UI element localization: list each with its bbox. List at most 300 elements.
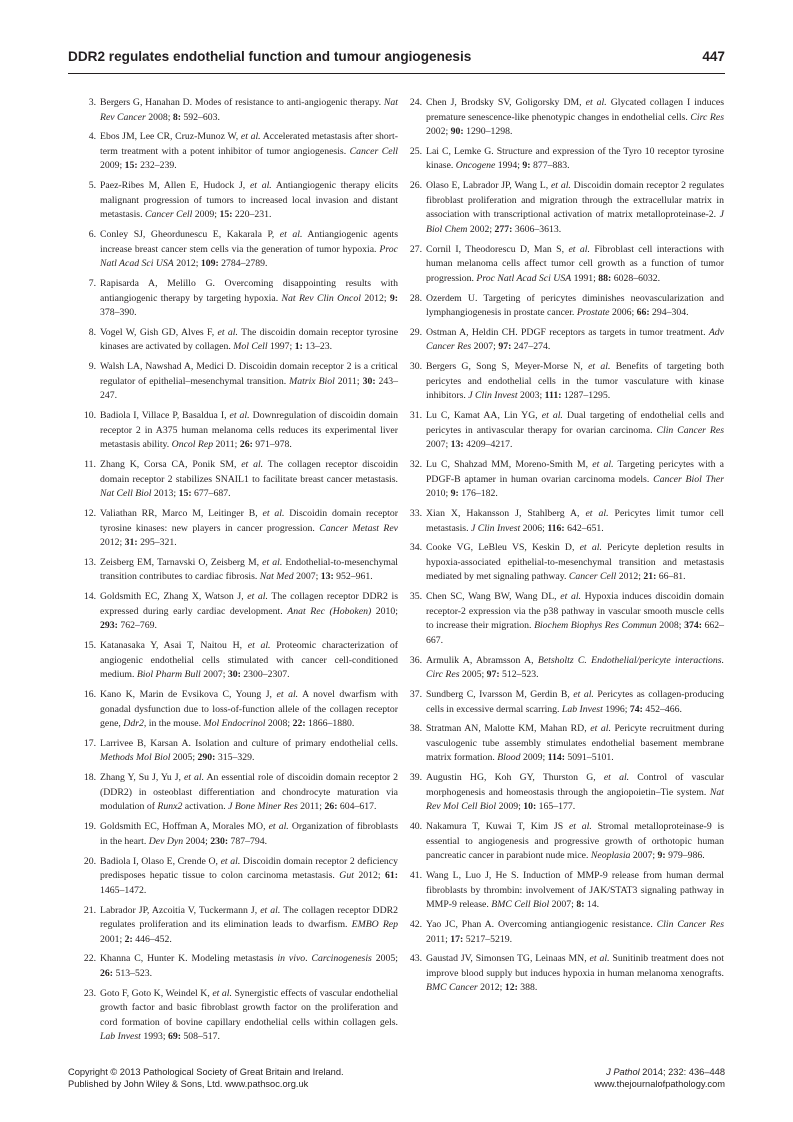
reference-body xyxy=(100,327,398,353)
reference-et-al: et al. xyxy=(592,459,614,471)
reference-body xyxy=(100,772,398,812)
reference-authors: Wang L, Luo J, He S. Induction of MMP-9 release from human dermal fibroblasts by thrombin: involvement of JAK/STAT3 signaling pathway in MMP-9 release. xyxy=(426,870,724,911)
reference-title: Pericytes as collagen-producing cells in excessive dermal scarring. xyxy=(426,689,725,715)
reference-year: 1996; xyxy=(605,703,628,715)
reference-authors: Cooke VG, LeBleu VS, Keskin D, xyxy=(426,542,575,554)
reference-item xyxy=(406,326,724,355)
reference-number: 28. xyxy=(409,292,422,304)
reference-item xyxy=(80,737,398,766)
reference-journal: Cancer Biol Ther xyxy=(653,473,725,485)
reference-pages: 294–304. xyxy=(652,307,689,319)
reference-item xyxy=(80,556,398,585)
reference-item xyxy=(406,507,724,536)
reference-volume: 26: xyxy=(100,967,113,979)
reference-authors: Gaustad JV, Simonsen TG, Leinaas MN, xyxy=(426,953,587,965)
reference-item xyxy=(406,360,724,404)
reference-journal: Mol Endocrinol xyxy=(203,718,266,730)
reference-body xyxy=(100,459,398,499)
reference-number: 39. xyxy=(409,772,422,784)
reference-year: 2007; xyxy=(426,439,449,451)
reference-title: The collagen receptor discoidin domain receptor 2 stabilizes SNAIL1 to facilitate breast cancer metastasis. xyxy=(100,459,399,485)
reference-et-al: et al. xyxy=(183,772,205,784)
reference-body xyxy=(426,459,724,499)
reference-year: 2012; xyxy=(176,258,199,270)
reference-et-al: et al. xyxy=(588,361,611,373)
reference-volume: 30: xyxy=(227,669,241,681)
reference-et-al: et al. xyxy=(579,542,602,554)
reference-journal: J Clin Invest xyxy=(470,522,521,534)
reference-et-al: et al. xyxy=(589,953,610,965)
reference-authors: Goto F, Goto K, Weindel K, xyxy=(100,987,210,999)
reference-pages: 1287–1295. xyxy=(563,390,611,402)
reference-pages: 13–23. xyxy=(305,341,333,353)
reference-body xyxy=(100,689,398,729)
reference-year: 1997; xyxy=(270,341,293,353)
reference-pages: 378–390. xyxy=(100,307,137,319)
reference-title: Fibroblast cell interactions with human melanoma cells affect tumor cell growth as a function of tumor progression. xyxy=(426,243,725,284)
reference-journal: Gut xyxy=(339,870,354,882)
reference-pages: 247–274. xyxy=(513,341,551,353)
reference-volume: 12: xyxy=(504,982,518,994)
reference-pages: 1290–1298. xyxy=(466,126,513,137)
footer-citation: 2014; 232: 436–448 xyxy=(642,1067,725,1077)
reference-et-al: et al. xyxy=(247,591,268,603)
reference-year: 2007; xyxy=(473,341,496,353)
reference-pages: 165–177. xyxy=(538,801,576,813)
reference-journal: EMBO Rep xyxy=(351,919,398,931)
reference-et-al: et al. xyxy=(262,508,285,520)
reference-authors: Yao JC, Phan A. Overcoming antiangiogenic resistance. xyxy=(426,919,653,931)
reference-body xyxy=(426,410,724,450)
reference-body xyxy=(426,772,724,812)
reference-authors: Walsh LA, Nawshad A, Medici D. Discoidin domain receptor 2 is a critical regulator of epithelial–mesenchymal transition. xyxy=(100,361,398,387)
reference-item xyxy=(80,639,398,683)
reference-number: 37. xyxy=(409,689,422,701)
reference-pages: 1465–1472. xyxy=(100,884,147,896)
reference-body xyxy=(426,146,724,172)
reference-journal: Matrix Biol xyxy=(289,375,335,387)
reference-number: 41. xyxy=(409,870,422,882)
reference-title: Discoidin domain receptor 2 regulates fibroblast proliferation and migration through the extracellular matrix in association with transcriptional activation of matrix metalloproteinase-2. xyxy=(426,180,725,221)
reference-journal: Dev Dyn xyxy=(148,835,184,847)
reference-authors: Paez-Ribes M, Allen E, Hudock J, xyxy=(100,180,246,192)
reference-authors: Stratman AN, Malotte KM, Mahan RD, xyxy=(426,723,587,735)
reference-pages: 295–321. xyxy=(140,537,177,549)
reference-item xyxy=(406,96,724,140)
reference-authors: Sundberg C, Ivarsson M, Gerdin B, xyxy=(426,689,570,701)
reference-authors: Ozerdem U. Targeting of pericytes diminishes neovascularization and lymphangiogenesis in prostate cancer. xyxy=(426,292,724,319)
reference-et-al: et al. xyxy=(568,821,592,833)
reference-title: Pericytes limit tumor cell metastasis. xyxy=(426,508,724,534)
reference-et-al: et al. xyxy=(262,556,283,568)
reference-pages: 220–231. xyxy=(234,209,272,221)
reference-body xyxy=(100,278,398,318)
reference-pages: 176–182. xyxy=(461,488,498,500)
reference-number: 31. xyxy=(409,410,422,422)
reference-et-al: et al. xyxy=(276,689,299,701)
reference-authors: Bergers G, Hanahan D. Modes of resistance to anti-angiogenic therapy. xyxy=(100,97,382,108)
reference-item xyxy=(406,458,724,502)
reference-journal: Biol Pharm Bull xyxy=(136,669,201,681)
reference-number: 13. xyxy=(83,556,96,568)
reference-body xyxy=(426,919,724,945)
reference-body xyxy=(100,180,398,220)
reference-authors: Augustin HG, Koh GY, Thurston G, xyxy=(426,772,596,784)
reference-title: Targeting pericytes with a PDGF-B aptamer in human ovarian carcinoma models. xyxy=(426,459,724,485)
reference-authors: Olaso E, Labrador JP, Wang L, xyxy=(426,180,549,192)
reference-volume: 15: xyxy=(178,488,192,500)
reference-authors: Zhang K, Corsa CA, Ponik SM, xyxy=(100,459,237,471)
reference-body xyxy=(426,821,724,861)
reference-body xyxy=(426,655,724,681)
reference-volume: 374: xyxy=(684,620,702,632)
reference-pages: 4209–4217. xyxy=(466,439,513,451)
reference-number: 10. xyxy=(83,410,96,422)
reference-authors: Lai C, Lemke G. Structure and expression of the Tyro 10 receptor tyrosine kinase. xyxy=(426,145,724,172)
reference-et-al: et al. xyxy=(568,243,590,255)
reference-year: 2005; xyxy=(375,953,399,965)
reference-year: 2010; xyxy=(375,605,399,617)
reference-authors: Lu C, Shahzad MM, Moreno-Smith M, xyxy=(426,459,589,471)
reference-year: 2005; xyxy=(172,752,196,764)
footer-website: www.thejournalofpathology.com xyxy=(594,1079,725,1090)
reference-number: 40. xyxy=(409,821,422,833)
reference-pages: 446–452. xyxy=(135,933,172,945)
reference-volume: 61: xyxy=(385,870,398,882)
reference-journal: Clin Cancer Res xyxy=(656,424,724,436)
footer-left xyxy=(68,1066,344,1091)
reference-pages: 513–523. xyxy=(115,967,152,979)
reference-pages: 592–603. xyxy=(183,111,220,123)
reference-journal: Lab Invest xyxy=(561,703,603,715)
reference-title: Organization of fibroblasts in the heart. xyxy=(100,821,398,847)
reference-pages: 604–617. xyxy=(339,801,377,813)
reference-year: 2008; xyxy=(148,111,171,123)
reference-title: Stromal metalloproteinase-9 is essential to angiogenesis and progressive growth of orthotopic human pancreatic cancer in parabiont nude mice. xyxy=(426,821,725,862)
reference-item xyxy=(80,130,398,174)
reference-item xyxy=(80,179,398,223)
reference-body xyxy=(426,508,724,534)
reference-volume: 8: xyxy=(172,111,181,123)
reference-et-al: et al. xyxy=(217,326,238,338)
reference-journal: Cancer Metast Rev xyxy=(319,522,399,534)
reference-authors: Badiola I, Villace P, Basaldua I, xyxy=(100,410,227,422)
reference-volume: 13: xyxy=(450,439,464,451)
header-rule xyxy=(68,73,725,74)
reference-number: 36. xyxy=(409,654,422,666)
reference-number: 38. xyxy=(409,723,422,735)
reference-title: Downregulation of discoidin domain receptor 2 in A375 human melanoma cells reduces its experimental liver metastasis ability. xyxy=(100,410,399,451)
reference-title: An essential role of discoidin domain receptor 2 (DDR2) in osteoblast differentiation and chondrocyte maturation via modulation of xyxy=(100,772,399,813)
reference-number: 3. xyxy=(88,97,96,108)
reference-title: Discoidin domain receptor tyrosine kinases: new players in cancer progression. xyxy=(100,508,398,534)
reference-pages: 388. xyxy=(520,982,538,994)
reference-title: Benefits of targeting both pericytes and endothelial cells in the tumor vasculature with kinase inhibitors. xyxy=(426,361,724,402)
reference-year: 2011; xyxy=(426,933,448,945)
reference-number: 43. xyxy=(409,953,422,965)
reference-body xyxy=(426,870,724,910)
footer-journal: J Pathol xyxy=(606,1067,640,1077)
reference-authors: Vogel W, Gish GD, Alves F, xyxy=(100,326,215,338)
reference-authors: Katanasaka Y, Asai T, Naitou H, xyxy=(100,640,243,652)
reference-title: Accelerated metastasis after short-term treatment with a potent inhibitor of tumor angiogenesis. xyxy=(100,131,398,157)
reference-item xyxy=(80,277,398,321)
reference-journal: Clin Cancer Res xyxy=(656,919,725,931)
reference-body xyxy=(426,591,724,646)
reference-volume: 9: xyxy=(450,488,459,500)
reference-authors: Valiathan RR, Marco M, Leitinger B, xyxy=(100,508,258,520)
reference-body xyxy=(426,180,724,235)
reference-title: Antiangiogenic therapy elicits malignant progression of tumors to increased local invasion and distant metastasis. xyxy=(100,180,398,221)
reference-item xyxy=(406,688,724,717)
reference-journal: Proc Natl Acad Sci USA xyxy=(476,272,572,284)
reference-year: 2002; xyxy=(426,126,449,137)
reference-volume: 230: xyxy=(210,835,229,847)
reference-title: , in the mouse. xyxy=(143,718,202,730)
reference-item xyxy=(80,688,398,732)
reference-et-al: et al. xyxy=(229,410,250,422)
reference-title: The collagen receptor DDR2 regulates proliferation and its elimination leads to dwarfism. xyxy=(100,904,398,931)
reference-volume: 88: xyxy=(598,272,612,284)
reference-item xyxy=(80,952,398,981)
reference-gene-name: Runx2 xyxy=(157,801,183,813)
reference-item xyxy=(80,771,398,815)
reference-item xyxy=(406,918,724,947)
reference-year: 2002; xyxy=(469,223,493,235)
reference-in-vivo: in vivo xyxy=(277,953,306,965)
reference-title: Synergistic effects of vascular endothelial growth factor and basic fibroblast growth factor on the proliferation and cord formation of bovine capillary endothelial cells within collagen gels. xyxy=(100,987,399,1028)
reference-number: 42. xyxy=(409,919,422,931)
reference-pages: 5217–5219. xyxy=(465,933,513,945)
reference-journal: Cancer Cell xyxy=(349,145,398,157)
reference-item xyxy=(406,179,724,237)
reference-et-al: et al. xyxy=(220,855,241,867)
reference-item xyxy=(406,590,724,648)
reference-volume: 26: xyxy=(324,801,338,813)
reference-year: 2012; xyxy=(100,537,123,549)
reference-title: Pericyte recruitment during vasculogenic tube assembly stimulates endothelial basement membrane matrix formation. xyxy=(426,723,725,764)
reference-authors: Larrivee B, Karsan A. Isolation and culture of primary endothelial cells. xyxy=(100,737,398,749)
reference-volume: 74: xyxy=(629,703,643,715)
reference-number: 11. xyxy=(84,459,96,471)
footer-copyright: Copyright © 2013 Pathological Society of Great Britain and Ireland. xyxy=(68,1067,344,1077)
reference-item xyxy=(80,326,398,355)
reference-year: 2012; xyxy=(480,982,503,994)
reference-year: 1993; xyxy=(143,1031,166,1043)
reference-item xyxy=(80,590,398,634)
reference-number: 15. xyxy=(83,640,96,652)
reference-et-al: et al. xyxy=(550,180,571,192)
reference-journal: Adv Cancer Res xyxy=(426,326,725,353)
reference-body xyxy=(100,905,398,945)
references-column-right xyxy=(406,96,724,1001)
reference-journal: Neoplasia xyxy=(590,850,631,862)
reference-title: The discoidin domain receptor tyrosine kinases are activated by collagen. xyxy=(100,326,399,353)
reference-item xyxy=(80,904,398,948)
reference-body xyxy=(100,229,398,269)
reference-authors: Conley SJ, Gheordunescu E, Kakarala P, xyxy=(100,229,275,241)
reference-item xyxy=(80,96,398,125)
reference-authors: Cornil I, Theodorescu D, Man S, xyxy=(426,243,565,255)
reference-volume: 290: xyxy=(197,752,216,764)
reference-authors: Khanna C, Hunter K. Modeling metastasis xyxy=(100,953,274,965)
reference-authors: Zhang Y, Su J, Yu J, xyxy=(100,772,181,784)
reference-et-al: et al. xyxy=(585,97,607,108)
running-title: DDR2 regulates endothelial function and tumour angiogenesis xyxy=(68,49,472,64)
reference-pages: 642–651. xyxy=(567,522,604,534)
reference-volume: 90: xyxy=(450,126,464,137)
reference-item xyxy=(80,855,398,899)
reference-year: 1991; xyxy=(573,272,596,284)
reference-volume: 22: xyxy=(292,718,306,730)
reference-volume: 15: xyxy=(124,160,138,172)
reference-journal: Blood xyxy=(497,752,521,764)
reference-journal: Carcinogenesis xyxy=(311,953,372,965)
reference-number: 21. xyxy=(83,904,96,916)
reference-title: The collagen receptor DDR2 is expressed during early cardiac development. xyxy=(100,591,398,617)
reference-year: 2012; xyxy=(364,292,387,304)
reference-year: 2001; xyxy=(100,933,123,945)
reference-number: 27. xyxy=(409,243,422,255)
reference-et-al: et al. xyxy=(260,904,281,916)
reference-volume: 293: xyxy=(100,620,118,632)
reference-volume: 2: xyxy=(124,933,133,945)
reference-et-al: et al. xyxy=(268,821,289,833)
reference-journal: Anat Rec (Hoboken) xyxy=(287,605,372,617)
reference-item xyxy=(80,458,398,502)
reference-volume: 9: xyxy=(522,160,531,172)
reference-year: 2011; xyxy=(300,801,322,813)
footer-citation-line xyxy=(594,1066,725,1078)
reference-pages: 877–883. xyxy=(532,160,570,172)
reference-number: 12. xyxy=(83,508,96,520)
reference-number: 32. xyxy=(409,459,422,471)
reference-title: A novel dwarfism with gonadal dysfunction due to loss-of-function allele of the collagen receptor gene, xyxy=(100,689,399,730)
reference-et-al: et al. xyxy=(279,229,303,241)
reference-year: 2007; xyxy=(203,669,226,681)
reference-pages: 2300–2307. xyxy=(243,669,290,681)
page-number: 447 xyxy=(702,49,725,64)
reference-title: Proteomic characterization of angiogenic endothelial cells stimulated with cancer cell-conditioned medium. xyxy=(100,640,399,681)
reference-period: . xyxy=(305,953,308,965)
reference-volume: 114: xyxy=(547,752,565,764)
reference-journal: Biochem Biophys Res Commun xyxy=(534,620,657,632)
reference-number: 25. xyxy=(409,145,422,157)
reference-year: 2007; xyxy=(296,571,319,583)
reference-volume: 17: xyxy=(450,933,464,945)
reference-pages: 508–517. xyxy=(183,1031,220,1043)
reference-authors: Ostman A, Heldin CH. PDGF receptors as targets in tumor treatment. xyxy=(426,326,706,338)
reference-year: 2012; xyxy=(618,571,641,583)
reference-et-al: et al. xyxy=(590,723,611,735)
reference-gene-name: Ddr2 xyxy=(123,718,144,730)
reference-journal: Methods Mol Biol xyxy=(100,752,171,764)
reference-journal: Cancer Cell xyxy=(144,209,193,221)
reference-pages: 5091–5101. xyxy=(567,752,614,764)
reference-year: 2009; xyxy=(522,752,546,764)
reference-body xyxy=(426,244,724,284)
reference-body xyxy=(100,821,398,847)
reference-pages: 2784–2789. xyxy=(221,258,268,270)
reference-number: 8. xyxy=(88,326,96,338)
reference-volume: 9: xyxy=(657,850,666,862)
reference-pages: 512–523. xyxy=(502,669,539,681)
reference-authors: Xian X, Hakansson J, Stahlberg A, xyxy=(426,508,580,520)
reference-number: 34. xyxy=(409,542,422,554)
reference-volume: 69: xyxy=(167,1031,181,1043)
reference-body xyxy=(100,640,398,680)
reference-number: 22. xyxy=(83,953,96,965)
reference-item xyxy=(406,952,724,996)
reference-et-al: et al. xyxy=(241,459,264,471)
reference-year: 2012; xyxy=(358,870,381,882)
reference-authors: Badiola I, Olaso E, Crende O, xyxy=(100,855,218,867)
reference-item xyxy=(406,292,724,321)
reference-body xyxy=(100,361,398,401)
reference-year: 2008; xyxy=(267,718,291,730)
reference-item xyxy=(406,145,724,174)
reference-number: 9. xyxy=(88,361,96,373)
reference-year: 2013; xyxy=(153,488,177,500)
reference-title: Discoidin domain receptor 2 deficiency predisposes hepatic tissue to colon carcinoma metastasis. xyxy=(100,855,399,882)
reference-body xyxy=(100,856,398,896)
reference-item xyxy=(406,541,724,585)
reference-year: 2007; xyxy=(551,899,574,911)
reference-et-al: et al. xyxy=(541,410,563,422)
reference-body xyxy=(100,591,398,631)
reference-et-al: et al. xyxy=(560,591,581,603)
reference-authors: Lu C, Kamat AA, Lin YG, xyxy=(426,410,538,422)
reference-authors: Kano K, Marin de Evsikova C, Young J, xyxy=(100,689,272,701)
reference-authors: Armulik A, Abramsson A, xyxy=(426,654,534,666)
reference-journal: Oncol Rep xyxy=(171,439,214,451)
reference-pages: 1866–1880. xyxy=(308,718,355,730)
reference-authors: Ebos JM, Lee CR, Cruz-Munoz W, xyxy=(100,131,239,143)
reference-authors: Rapisarda A, Melillo G. Overcoming disappointing results with antiangiogenic therapy by targeting hypoxia. xyxy=(100,278,398,304)
reference-body xyxy=(100,988,398,1043)
reference-volume: 116: xyxy=(547,522,565,534)
reference-title: Endothelial-to-mesenchymal transition contributes to cardiac fibrosis. xyxy=(100,556,399,583)
reference-body xyxy=(426,97,724,137)
reference-item xyxy=(406,722,724,766)
reference-journal: BMC Cancer xyxy=(426,982,478,994)
reference-title: Glycated collagen I induces premature senescence-like phenotypic changes in endothelial cells. xyxy=(426,97,725,123)
reference-volume: 13: xyxy=(320,571,334,583)
reference-journal: Lab Invest xyxy=(100,1031,141,1043)
reference-number: 33. xyxy=(409,508,422,520)
reference-pages: 979–986. xyxy=(668,850,705,862)
reference-pages: 243–247. xyxy=(100,375,398,402)
reference-title: Sunitinib treatment does not improve blood supply but induces hypoxia in human melanoma xenografts. xyxy=(426,953,725,979)
reference-body xyxy=(426,542,724,582)
reference-year: 2011; xyxy=(215,439,238,451)
reference-et-al: et al. xyxy=(585,508,609,520)
reference-journal: BMC Cell Biol xyxy=(491,899,550,911)
reference-title: Control of vascular morphogenesis and homeostasis through the angiopoietin–Tie system. xyxy=(426,772,725,798)
reference-volume: 26: xyxy=(239,439,253,451)
reference-pages: 66–81. xyxy=(658,571,686,583)
reference-et-al: et al. xyxy=(603,772,630,784)
reference-title: Dual targeting of endothelial cells and pericytes in antivascular therapy for ovarian carcinoma. xyxy=(426,410,725,436)
reference-item xyxy=(406,869,724,913)
reference-journal: Prostate xyxy=(576,307,610,319)
reference-year: 2008; xyxy=(659,620,682,632)
reference-number: 29. xyxy=(409,326,422,338)
reference-volume: 97: xyxy=(498,341,512,353)
reference-body xyxy=(100,508,398,548)
reference-year: 2006; xyxy=(611,307,635,319)
reference-pages: 315–329. xyxy=(217,752,255,764)
